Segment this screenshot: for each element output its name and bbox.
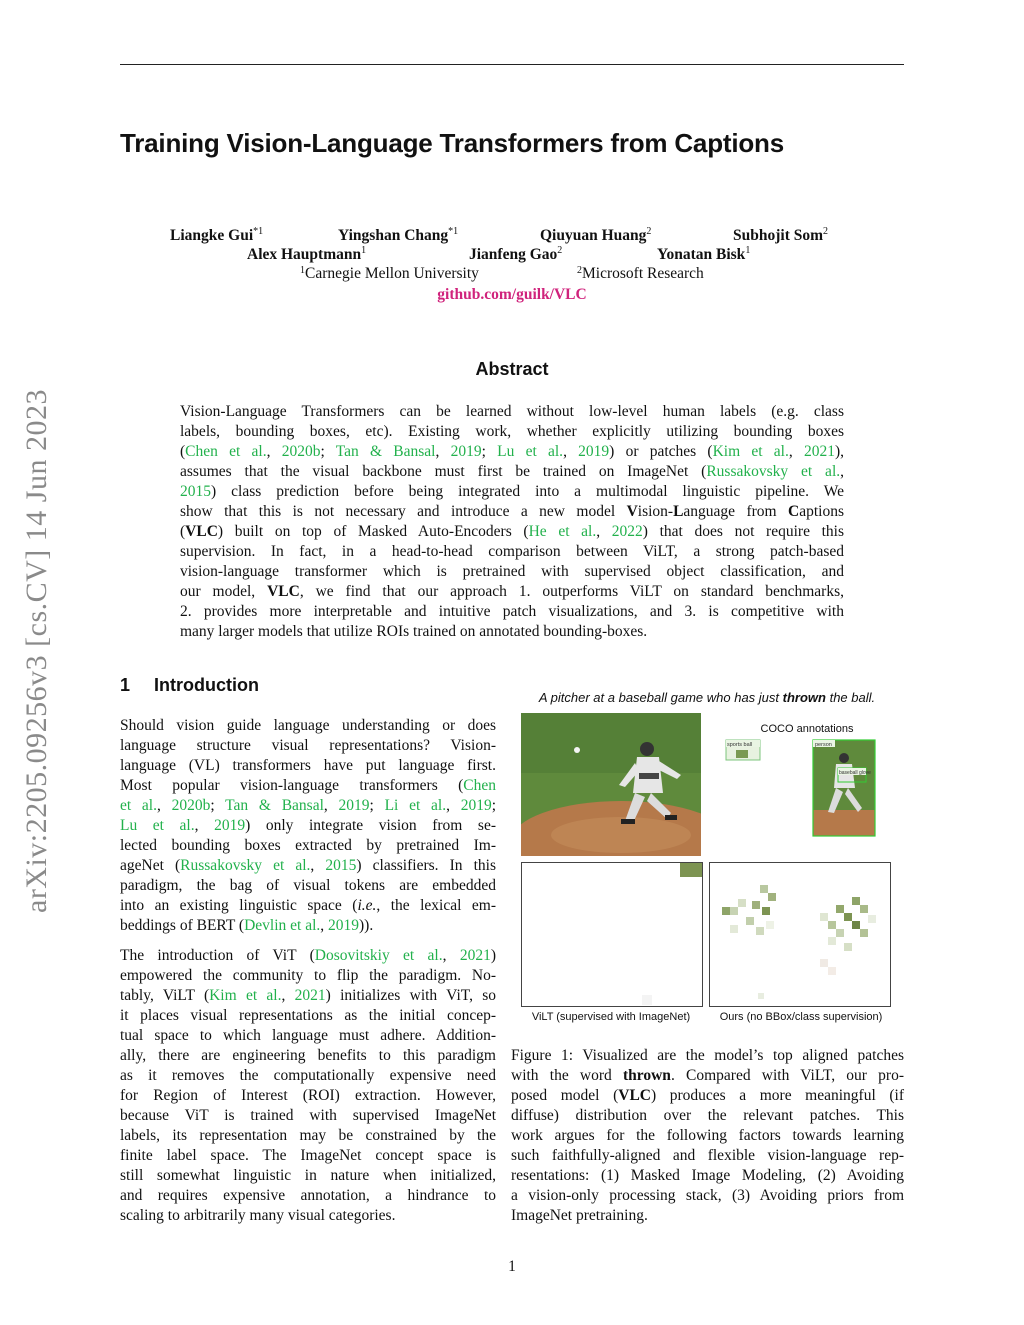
- citation-link[interactable]: Lu et al.: [120, 817, 195, 834]
- arxiv-identifier: arXiv:2205.09256v3 [cs.CV] 14 Jun 2023: [20, 389, 53, 913]
- citation-link[interactable]: 2019: [460, 797, 492, 814]
- vilt-attention-map: [521, 862, 703, 1007]
- affiliation: $^2$ Microsoft Research: [577, 265, 704, 282]
- page-number: 1: [508, 1258, 516, 1275]
- citation-link[interactable]: Chen et al.: [185, 443, 267, 460]
- box-label: person: [815, 742, 832, 748]
- citation-link[interactable]: Kim et al.: [209, 987, 282, 1004]
- citation-link[interactable]: Tan & Bansal: [225, 797, 324, 814]
- citation-link[interactable]: 2015: [180, 483, 211, 500]
- citation-link[interactable]: 2021: [294, 987, 326, 1004]
- citation-link[interactable]: Russakovsky et al.: [706, 463, 841, 480]
- intro-paragraph-2: The introduction of ViT (Dosovitskiy et al., 2021) empowered the community to flip the paradigm. No- tably, ViLT (Kim et al., 2021) initializes with ViT, so it places visual representations as the initial concep- tual space to which language must adhere. Addition- ally, there are engineering benefits to this paradigm as it removes the computationally expensive need for Region of Interest (ROI) extraction. However, because ViT is trained with supervised ImageNet labels, its representation may be constrained by the finite label space. The ImageNet concept space is still somewhat linguistic in nature when initialized, and requires expensive annotation, a hindrance to scaling to arbitrarily many visual categories.: [120, 947, 496, 1224]
- citation-link[interactable]: He et al.: [528, 523, 597, 540]
- citation-link[interactable]: 2020b: [171, 797, 211, 814]
- citation-link[interactable]: 2019: [338, 797, 370, 814]
- author: Yingshan Chang$^{*1}$: [338, 226, 459, 245]
- citation-link[interactable]: Li et al.: [384, 797, 447, 814]
- affiliation: $^1$ Carnegie Mellon University: [300, 265, 479, 282]
- top-rule: [120, 64, 904, 65]
- section-heading: 1 Introduction: [120, 675, 259, 695]
- figure-example-caption: A pitcher at a baseball game who has just thrown the ball.: [538, 690, 876, 705]
- citation-link[interactable]: 2019: [578, 443, 610, 460]
- citation-link[interactable]: 2019: [328, 917, 360, 934]
- citation-link[interactable]: Devlin et al.: [244, 917, 321, 934]
- citation-link[interactable]: Chen: [463, 777, 496, 794]
- author: Yonatan Bisk$^1$: [657, 245, 751, 264]
- paper-title: Training Vision-Language Transformers from Captions: [120, 128, 784, 158]
- author: Subhojit Som$^2$: [733, 226, 829, 245]
- citation-link[interactable]: Lu et al.: [497, 443, 564, 460]
- abstract-text: Vision-Language Transformers can be learned without low-level human labels (e.g. class labels, bounding boxes, etc). Existing work, whether explicitly utilizing bounding boxes (Chen et al., 2020b; Tan & Bansal, 2019; Lu et al., 2019) or patches (Kim et al., 2021), assumes that the visual backbone must first be trained on ImageNet (Russakovsky et al., 2015) class prediction before being integrated into a multimodal linguistic pipeline. We show that this is not necessary and introduce a new model Vision-Language from Captions (VLC) built on top of Masked Auto-Encoders (He et al., 2022) that does not require this supervision. In fact, in a head-to-head comparison between ViLT, a strong patch-based vision-language transformer which is pretrained with supervised object classification, and our model, VLC, we find that our approach 1. outperforms ViLT on standard benchmarks, 2. provides more interpretable and intuitive patch visualizations, and 3. is competitive with many larger models that utilize ROIs trained on annotated bounding-boxes.: [180, 403, 845, 640]
- figure-caption: Figure 1: Visualized are the model’s top aligned patches with the word thrown. Compared with ViLT, our pro- posed model (VLC) produces a more meaningful (if diffuse) distribution over the relevant patches. This work argues for the following factors towards learning such faithfully-aligned and flexible vision-language rep- resentations: (1) Masked Image Modeling, (2) Avoiding a vision-only processing stack, (3) Avoiding priors from ImageNet pretraining.: [511, 1047, 904, 1224]
- vlc-attention-map: [709, 862, 891, 1007]
- intro-paragraph-1: Should vision guide language understanding or does language structure visual representations? Vision- language (VL) transformers have put language first. Most popular vision-language transformers (Chen et al., 2020b; Tan & Bansal, 2019; Li et al., 2019; Lu et al., 2019) only integrate vision from se- lected bounding boxes extracted by pretrained Im- ageNet (Russakovsky et al., 2015) classifiers. In this paradigm, the bag of visual tokens are embedded into an existing linguistic space (i.e., the lexical em- beddings of BERT (Devlin et al., 2019)).: [120, 717, 497, 934]
- sports-ball-box: [726, 740, 760, 760]
- author: Jianfeng Gao$^2$: [469, 245, 563, 264]
- citation-link[interactable]: Tan & Bansal: [335, 443, 436, 460]
- pitcher-photo: [521, 713, 701, 856]
- box-label: baseball glove: [839, 770, 871, 776]
- box-label: sports ball: [727, 742, 753, 748]
- citation-link[interactable]: et al.: [120, 797, 157, 814]
- citation-link[interactable]: 2021: [803, 443, 835, 460]
- citation-link[interactable]: 2015: [325, 857, 357, 874]
- coco-annotations-label: COCO annotations: [760, 723, 854, 735]
- person-box: [813, 740, 875, 836]
- coco-annotations: [712, 738, 902, 838]
- ours-panel-label: Ours (no BBox/class supervision): [719, 1011, 883, 1023]
- repo-link[interactable]: github.com/guilk/VLC: [437, 286, 587, 303]
- citation-link[interactable]: 2020b: [281, 443, 321, 460]
- vilt-panel-label: ViLT (supervised with ImageNet): [531, 1011, 691, 1023]
- citation-link[interactable]: Kim et al.: [712, 443, 789, 460]
- citation-link[interactable]: 2019: [450, 443, 482, 460]
- citation-link[interactable]: Dosovitskiy et al.: [314, 947, 443, 964]
- citation-link[interactable]: 2022: [611, 523, 643, 540]
- citation-link[interactable]: 2019: [214, 817, 246, 834]
- author: Liangke Gui$^{*1}$: [170, 226, 264, 245]
- abstract-heading: Abstract: [475, 359, 549, 379]
- author: Qiuyuan Huang$^2$: [540, 226, 652, 245]
- author: Alex Hauptmann$^1$: [247, 245, 367, 264]
- citation-link[interactable]: 2021: [459, 947, 491, 964]
- citation-link[interactable]: Russakovsky et al.: [180, 857, 311, 874]
